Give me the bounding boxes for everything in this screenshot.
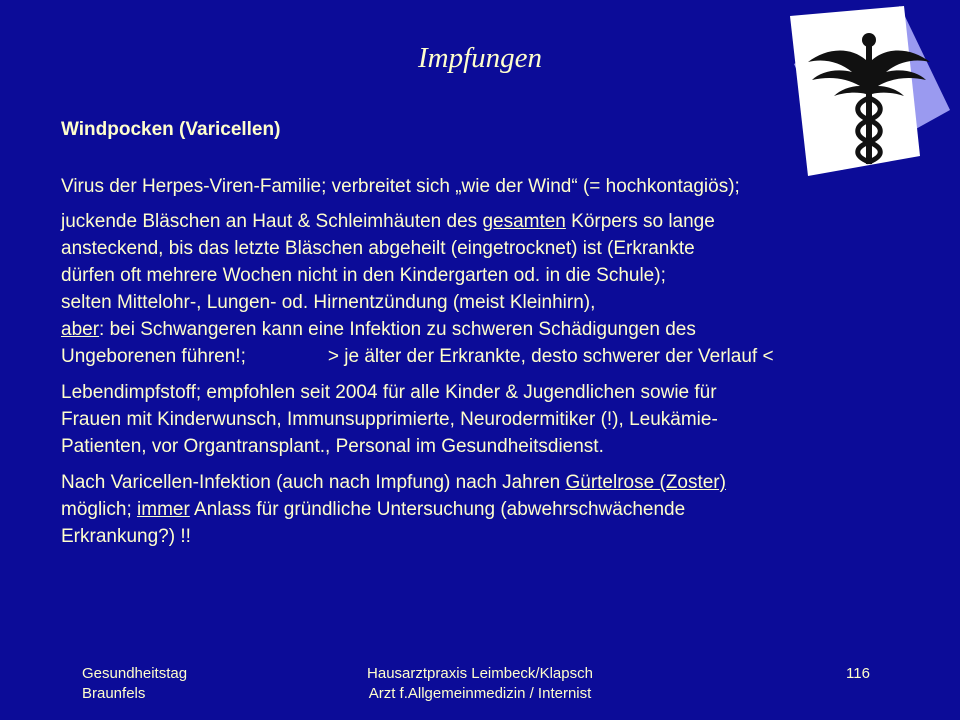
slide-body — [61, 173, 931, 550]
underlined-text: Gürtelrose (Zoster) — [565, 472, 726, 493]
text: Körpers so lange — [565, 211, 715, 232]
text: Erkrankung?) !! — [61, 526, 191, 547]
paragraph-vaccine — [61, 379, 931, 460]
caduceus-icon — [780, 6, 960, 184]
underlined-text: immer — [137, 499, 190, 520]
slide-title: Impfungen — [417, 42, 543, 74]
text: Ungeborenen führen!; — [61, 346, 246, 367]
page-number: 116 — [846, 665, 870, 682]
footer-practice — [0, 664, 960, 704]
text: juckende Bläschen an Haut & Schleimhäuten des — [61, 211, 483, 232]
footer-event-line: Braunfels — [82, 685, 146, 702]
paragraph-symptoms — [61, 208, 931, 370]
text: Lebendimpfstoff; empfohlen seit 2004 für alle Kinder & Jugendlichen sowie für — [61, 382, 717, 403]
text: dürfen oft mehrere Wochen nicht in den Kindergarten od. in die Schule); — [61, 265, 666, 286]
paragraph-zoster — [61, 469, 931, 550]
text: Nach Varicellen-Infektion (auch nach Impfung) nach Jahren — [61, 472, 566, 493]
text: > je älter der Erkrankte, desto schwerer der Verlauf < — [327, 346, 774, 367]
section-heading: Windpocken (Varicellen) — [61, 119, 281, 140]
text: : bei Schwangeren kann eine Infektion zu schweren Schädigungen des — [99, 319, 696, 340]
text: selten Mittelohr-, Lungen- od. Hirnentzündung (meist Kleinhirn), — [61, 292, 596, 313]
underlined-text: gesamten — [482, 211, 566, 232]
footer-practice-line: Arzt f.Allgemeinmedizin / Internist — [368, 685, 592, 702]
paragraph-virus: Virus der Herpes-Viren-Familie; verbreitet sich „wie der Wind“ (= hochkontagiös); — [61, 176, 740, 197]
text: ansteckend, bis das letzte Bläschen abgeheilt (eingetrocknet) ist (Erkrankte — [61, 238, 695, 259]
text: Frauen mit Kinderwunsch, Immunsupprimierte, Neurodermitiker (!), Leukämie- — [61, 409, 718, 430]
text: Anlass für gründliche Untersuchung (abwehrschwächende — [189, 499, 686, 520]
footer-event-line: Gesundheitstag — [82, 665, 188, 682]
text: Patienten, vor Organtransplant., Personal im Gesundheitsdienst. — [61, 436, 604, 457]
footer-practice-line: Hausarztpraxis Leimbeck/Klapsch — [367, 665, 593, 682]
underlined-text: aber — [61, 319, 100, 340]
text: möglich; — [61, 499, 138, 520]
